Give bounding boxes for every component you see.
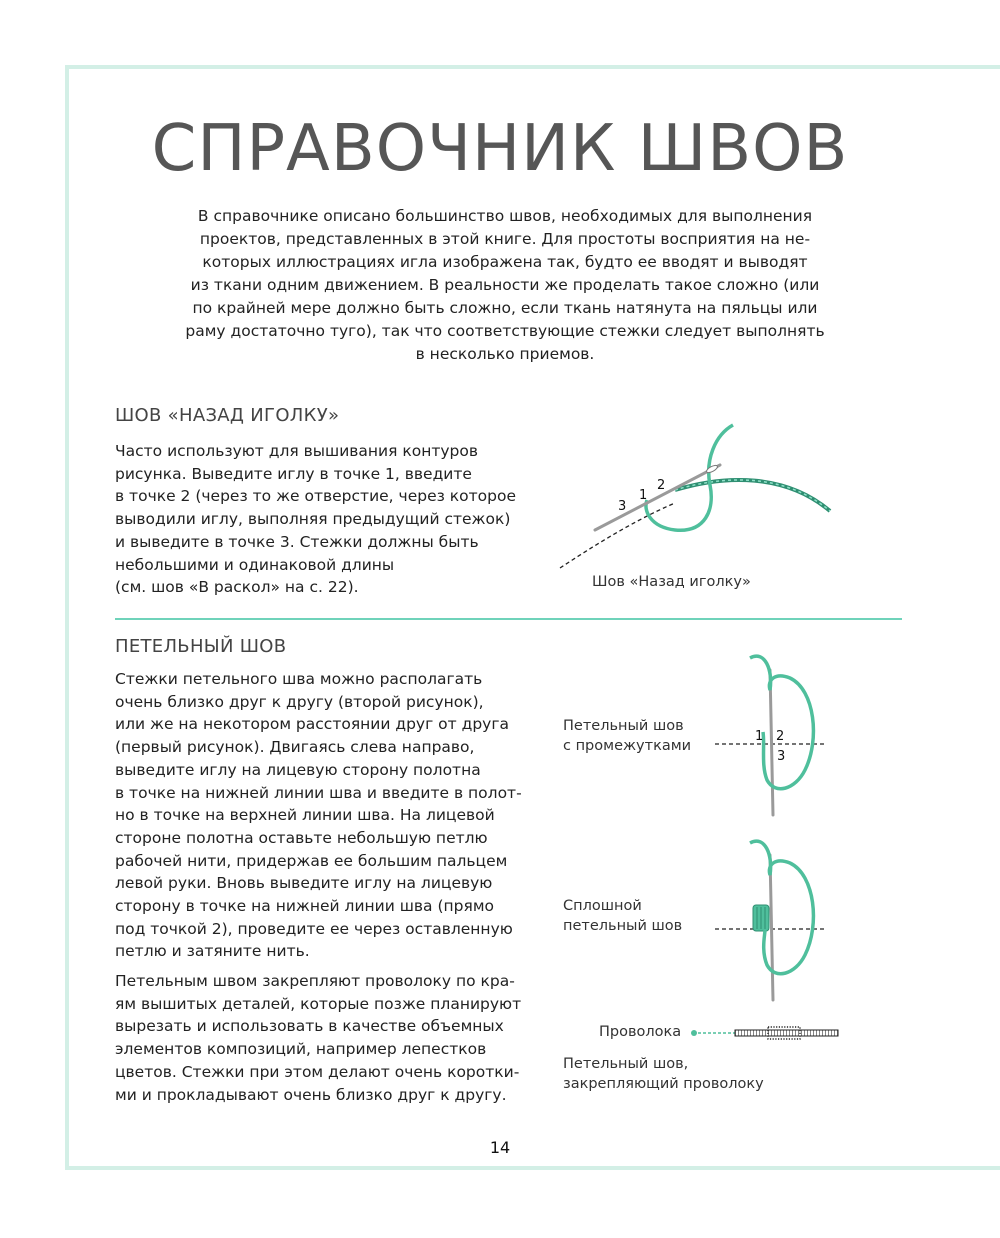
caption-line: Сплошной xyxy=(563,898,642,914)
point-label-2: 2 xyxy=(776,729,785,744)
intro-line: из ткани одним движением. В реальности же проделать такое сложно (или xyxy=(190,276,820,294)
backstitch-text xyxy=(115,440,535,599)
point-label-3: 3 xyxy=(777,749,786,764)
caption-line: Петельный шов xyxy=(563,718,684,734)
blanket-heading: ПЕТЕЛЬНЫЙ ШОВ xyxy=(115,636,287,657)
text-line: сторону в точке на нижней линии шва (прямо xyxy=(115,897,495,916)
blanket-solid-caption xyxy=(563,896,682,936)
point-label-1: 1 xyxy=(755,729,764,744)
blanket-paragraph-1 xyxy=(115,668,535,963)
intro-line: в несколько приемов. xyxy=(415,345,595,363)
blanket-spaced-illustration xyxy=(715,650,835,820)
needle xyxy=(770,670,773,815)
text-line: стороне полотна оставьте небольшую петлю xyxy=(115,828,488,847)
text-line: цветов. Стежки при этом делают очень коротки- xyxy=(115,1062,520,1081)
wire-end xyxy=(691,1030,697,1036)
intro-line: В справочнике описано большинство швов, необходимых для выполнения xyxy=(197,207,813,225)
intro-line: которых иллюстрациях игла изображена так, будто ее вводят и выводят xyxy=(202,253,808,271)
needle xyxy=(770,855,773,1000)
text-line: вырезать и использовать в качестве объемных xyxy=(115,1017,504,1036)
backstitch-caption: Шов «Назад иголку» xyxy=(592,574,751,590)
intro-text xyxy=(175,205,835,366)
page-title: СПРАВОЧНИК ШВОВ xyxy=(151,112,849,186)
needle xyxy=(595,465,720,530)
working-thread xyxy=(750,656,813,789)
wire-caption xyxy=(563,1054,764,1094)
backstitch-heading: ШОВ «НАЗАД ИГОЛКУ» xyxy=(115,405,340,426)
caption-line: закрепляющий проволоку xyxy=(563,1076,764,1092)
stitched-line xyxy=(675,480,830,511)
text-line: в точке на нижней линии шва и введите в полот- xyxy=(115,783,522,802)
intro-line: по крайней мере должно быть сложно, если ткань натянута на пяльцы или xyxy=(192,299,818,317)
text-line: рабочей нити, придержав ее большим пальцем xyxy=(115,851,508,870)
caption-line: петельный шов xyxy=(563,918,683,934)
text-line: или же на некотором расстоянии друг от друга xyxy=(115,715,509,734)
text-line: ми и прокладывают очень близко друг к другу. xyxy=(115,1085,507,1104)
text-line: в точке 2 (через то же отверстие, через которое xyxy=(115,487,516,506)
text-line: рисунка. Выведите иглу в точке 1, введите xyxy=(115,464,472,483)
point-label-1: 1 xyxy=(639,488,648,503)
page-number: 14 xyxy=(489,1138,511,1157)
intro-line: проектов, представленных в этой книге. Для простоты восприятия на не- xyxy=(199,230,811,248)
text-line: очень близко друг к другу (второй рисунок), xyxy=(115,692,484,711)
blanket-paragraph-2 xyxy=(115,970,535,1106)
text-line: Часто используют для вышивания контуров xyxy=(115,442,478,460)
blanket-solid-illustration xyxy=(715,835,835,1005)
caption-line: с промежутками xyxy=(563,738,692,754)
text-line: и выведите в точке 3. Стежки должны быть xyxy=(115,532,479,551)
wire-illustration xyxy=(690,1026,850,1040)
caption-line: Петельный шов, xyxy=(563,1056,689,1072)
text-line: выводили иглу, выполняя предыдущий стежок) xyxy=(115,510,511,529)
text-line: Петельным швом закрепляют проволоку по кра- xyxy=(115,972,515,990)
text-line: выведите иглу на лицевую сторону полотна xyxy=(115,760,481,779)
point-label-3: 3 xyxy=(618,499,627,514)
section-divider xyxy=(115,618,902,620)
text-line: левой руки. Вновь выведите иглу на лицевую xyxy=(115,874,493,893)
backstitch-illustration xyxy=(555,415,845,575)
intro-line: раму достаточно туго), так что соответствующие стежки следует выполнять xyxy=(185,322,825,340)
point-label-2: 2 xyxy=(657,478,666,493)
text-line: ям вышитых деталей, которые позже планируют xyxy=(115,994,522,1013)
blanket-spaced-caption xyxy=(563,716,691,756)
text-line: под точкой 2), проведите ее через оставленную xyxy=(115,919,513,938)
wire-label: Проволока xyxy=(599,1024,682,1040)
text-line: небольшими и одинаковой длины xyxy=(115,555,395,574)
text-line: Стежки петельного шва можно располагать xyxy=(115,670,483,688)
text-line: но в точке на верхней линии шва. На лицевой xyxy=(115,806,495,825)
text-line: (первый рисунок). Двигаясь слева направо, xyxy=(115,738,475,757)
text-line: (см. шов «В раскол» на с. 22). xyxy=(115,578,359,597)
text-line: элементов композиций, например лепестков xyxy=(115,1040,487,1059)
text-line: петлю и затяните нить. xyxy=(115,942,310,961)
